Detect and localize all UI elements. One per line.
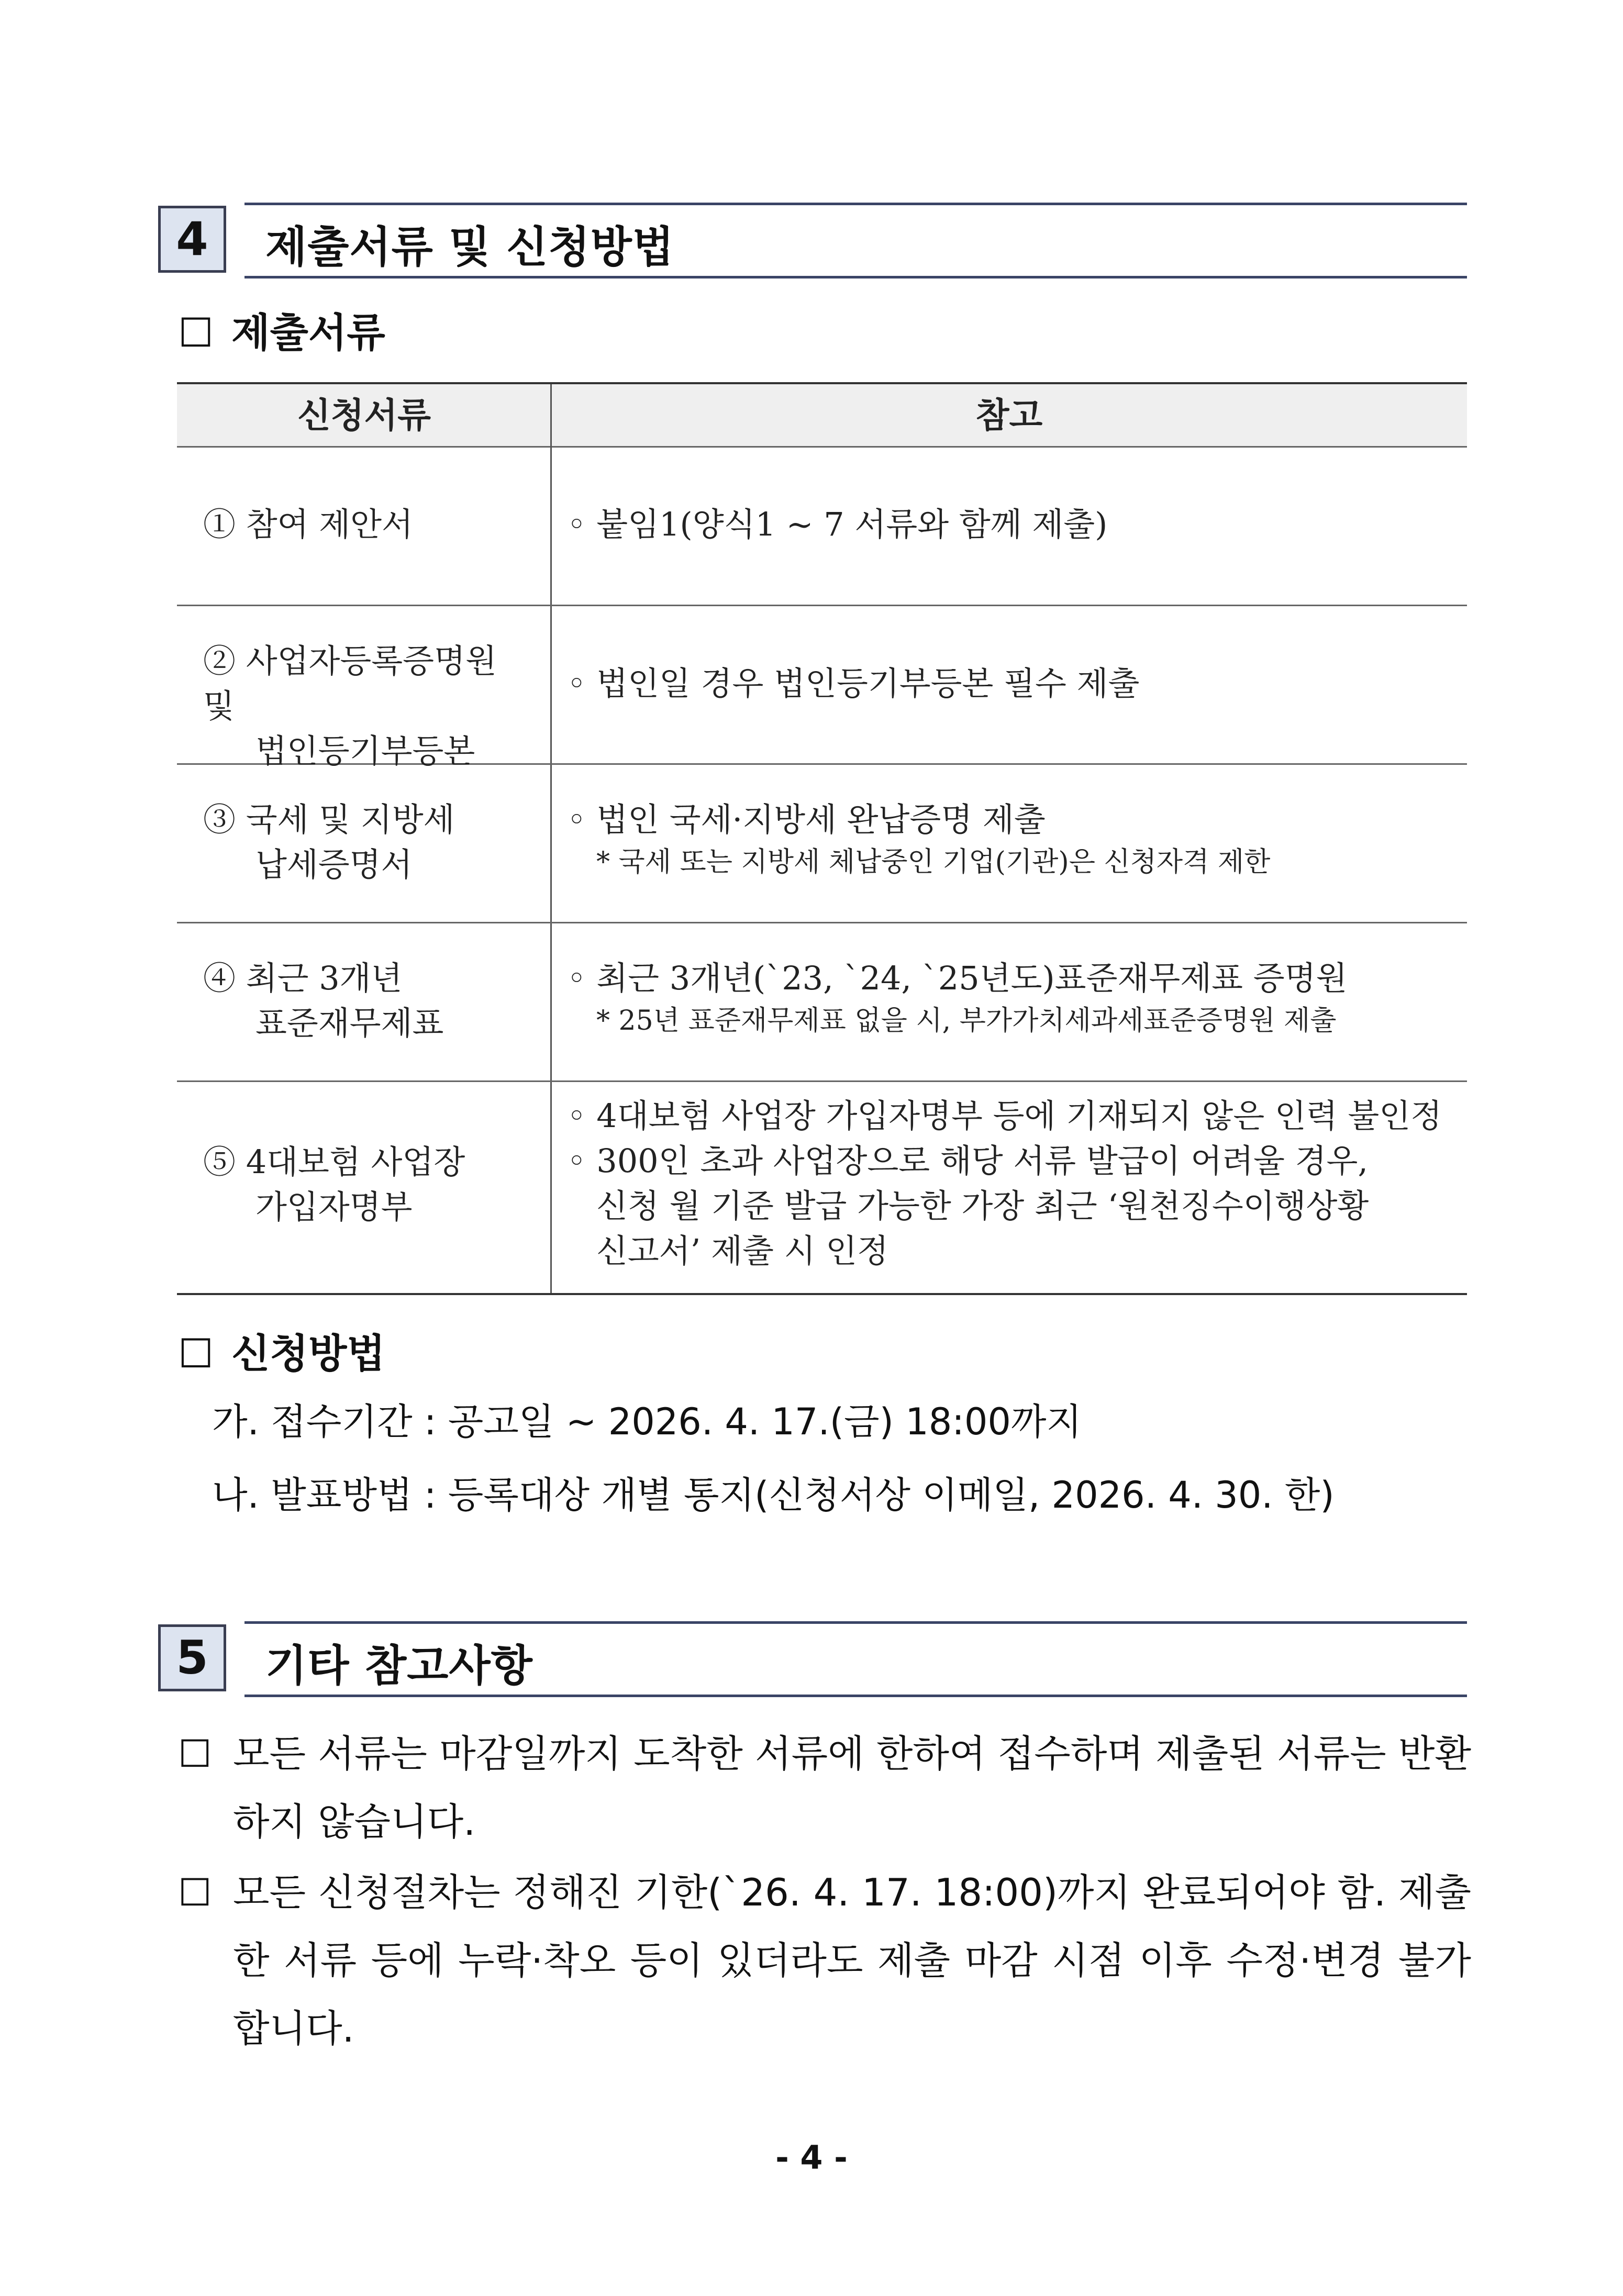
section-number-badge: 5 bbox=[158, 1624, 226, 1691]
notice-paragraph: ☐ 모든 신청절차는 정해진 기한(`26. 4. 17. 18:00)까지 완료되어야 함. 제출한 서류 등에 누락·착오 등이 있더라도 제출 마감 시점 이후 수정·변경 불가 합니다. bbox=[178, 1858, 1471, 2063]
section-4-header bbox=[158, 203, 1467, 278]
doc-cell: ③ 국세 및 지방세 납세증명서 bbox=[203, 800, 455, 884]
doc-cell: ① 참여 제안서 bbox=[203, 505, 413, 543]
divider bbox=[244, 1695, 1467, 1697]
application-period-line: 가. 접수기간 : 공고일 ~ 2026. 4. 17.(금) 18:00까지 bbox=[212, 1400, 1082, 1443]
footnote: * 국세 또는 지방세 체납중인 기업(기관)은 신청자격 제한 bbox=[596, 846, 1271, 878]
divider bbox=[244, 276, 1467, 278]
doc-cell: ② 사업자등록증명원 및 법인등기부등본 bbox=[203, 642, 497, 770]
notes-cell: ◦ 4대보험 사업장 가입자명부 등에 기재되지 않은 인력 불인정 ◦ 300인 초과 사업장으로 해당 서류 발급이 어려울 경우, 신청 월 기준 발급 가능한 가장 최근 ‘원천징수이행상황 신고서’ 제출 시 인정 bbox=[567, 1097, 1442, 1270]
table-row bbox=[177, 606, 1467, 770]
column-header-notes: 참고 bbox=[975, 395, 1043, 436]
notes-cell: ◦ 법인 국세·지방세 완납증명 제출 * 국세 또는 지방세 체납중인 기업(기관)은 신청자격 제한 bbox=[567, 797, 1457, 882]
page-number: - 4 - bbox=[775, 2138, 848, 2177]
footnote: * 25년 표준재무제표 없을 시, 부가가치세과세표준증명원 제출 bbox=[596, 1005, 1337, 1036]
table-header bbox=[177, 384, 1467, 448]
column-header-doc: 신청서류 bbox=[297, 395, 431, 436]
notes-cell: ◦ 최근 3개년(`23, `24, `25년도)표준재무제표 증명원 * 25년 표준재무제표 없을 시, 부가가치세과세표준증명원 제출 bbox=[567, 956, 1457, 1041]
section-number-badge: 4 bbox=[158, 206, 226, 273]
checkbox-square-icon: ☐ bbox=[178, 1330, 214, 1377]
submission-docs-heading: ☐ 제출서류 bbox=[178, 309, 385, 356]
checkbox-square-icon: ☐ bbox=[178, 1732, 212, 1776]
section-title: 제출서류 및 신청방법 bbox=[265, 222, 675, 272]
checkbox-square-icon: ☐ bbox=[178, 309, 214, 356]
doc-cell: ⑤ 4대보험 사업장 가입자명부 bbox=[203, 1143, 465, 1226]
table-row bbox=[177, 765, 1467, 923]
divider bbox=[244, 203, 1467, 205]
notes-cell: ◦ 붙임1(양식1 ~ 7 서류와 함께 제출) bbox=[567, 505, 1108, 543]
table-row bbox=[177, 448, 1467, 606]
section-5-header bbox=[158, 1621, 1467, 1697]
checkbox-square-icon: ☐ bbox=[178, 1870, 212, 1914]
doc-cell: ④ 최근 3개년 표준재무제표 bbox=[203, 959, 444, 1042]
notes-cell: ◦ 법인일 경우 법인등기부등본 필수 제출 bbox=[567, 664, 1140, 703]
announcement-method-line: 나. 발표방법 : 등록대상 개별 통지(신청서상 이메일, 2026. 4. 30. 한) bbox=[212, 1474, 1335, 1517]
table-row bbox=[177, 1082, 1467, 1295]
divider bbox=[244, 1621, 1467, 1624]
notice-paragraph: ☐ 모든 서류는 마감일까지 도착한 서류에 한하여 접수하며 제출된 서류는 반환하지 않습니다. bbox=[178, 1720, 1471, 1856]
section-title: 기타 참고사항 bbox=[265, 1641, 533, 1691]
application-method-heading: ☐ 신청방법 bbox=[178, 1330, 385, 1377]
table-row bbox=[177, 923, 1467, 1082]
